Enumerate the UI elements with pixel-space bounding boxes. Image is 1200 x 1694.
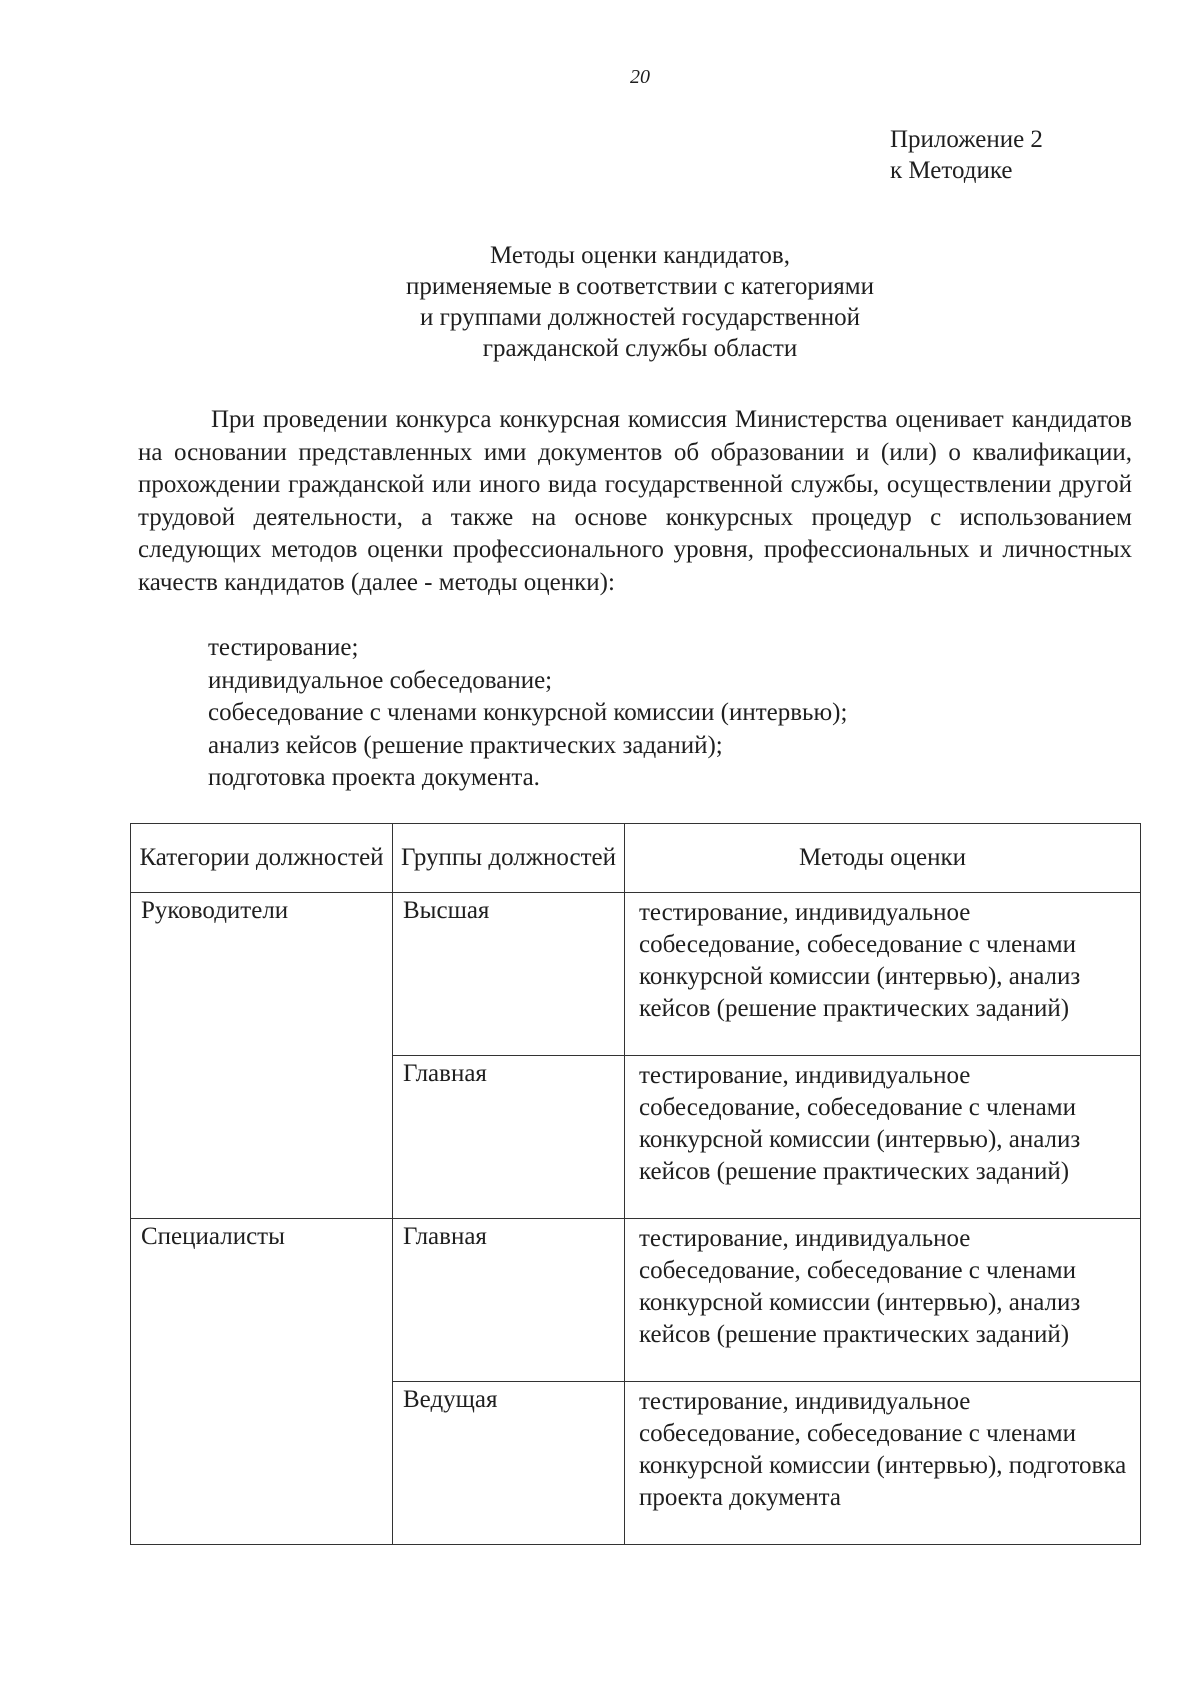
- group-cell: Главная: [393, 1219, 625, 1382]
- list-item: собеседование с членами конкурсной комиссии (интервью);: [208, 699, 848, 726]
- group-cell: Высшая: [393, 893, 625, 1056]
- methods-cell: тестирование, индивидуальное собеседование, собеседование с членами конкурсной комиссии (интервью), анализ кейсов (решение практических заданий): [625, 1219, 1141, 1382]
- document-title: [330, 240, 950, 364]
- methods-cell: тестирование, индивидуальное собеседование, собеседование с членами конкурсной комиссии (интервью), подготовка проекта документа: [625, 1382, 1141, 1545]
- group-cell: Главная: [393, 1056, 625, 1219]
- title-line-1: Методы оценки кандидатов,: [490, 242, 790, 269]
- table-header-row: [131, 824, 1141, 893]
- header-category: Категории должностей: [131, 824, 393, 893]
- page-number: 20: [630, 66, 650, 88]
- category-cell: Руководители: [131, 893, 393, 1219]
- list-item: анализ кейсов (решение практических заданий);: [208, 731, 723, 759]
- group-cell: Ведущая: [393, 1382, 625, 1545]
- appendix-line-2: к Методике: [890, 157, 1013, 184]
- appendix-reference: [890, 124, 1043, 186]
- header-methods: Методы оценки: [625, 824, 1141, 893]
- category-cell: Специалисты: [131, 1219, 393, 1545]
- title-line-3: и группами должностей государственной: [420, 304, 860, 331]
- list-item: подготовка проекта документа.: [208, 764, 540, 791]
- title-line-2: применяемые в соответствии с категориями: [406, 273, 874, 300]
- methods-cell: тестирование, индивидуальное собеседование, собеседование с членами конкурсной комиссии (интервью), анализ кейсов (решение практических заданий): [625, 1056, 1141, 1219]
- assessment-methods-list: [208, 632, 847, 795]
- appendix-line-1: Приложение 2: [890, 126, 1043, 153]
- list-item: тестирование;: [208, 634, 359, 661]
- header-group: Группы должностей: [393, 824, 625, 893]
- list-item: индивидуальное собеседование;: [208, 666, 553, 694]
- title-line-4: гражданской службы области: [482, 335, 798, 362]
- intro-paragraph: При проведении конкурса конкурсная комиссия Министерства оценивает кандидатов на основании представленных ими документов об образовании и (или) о квалификации, прохождении гражданской или иного вида государственной службы, осуществлении другой трудовой деятельности, а также на основе конкурсных процедур с использованием следующих методов оценки профессионального уровня, профессиональных и личностных качеств кандидатов (далее - методы оценки):: [138, 406, 1132, 596]
- assessment-methods-table: [130, 823, 1141, 1545]
- table-row: [131, 893, 1141, 1056]
- table-row: [131, 1219, 1141, 1382]
- methods-cell: тестирование, индивидуальное собеседование, собеседование с членами конкурсной комиссии (интервью), анализ кейсов (решение практических заданий): [625, 893, 1141, 1056]
